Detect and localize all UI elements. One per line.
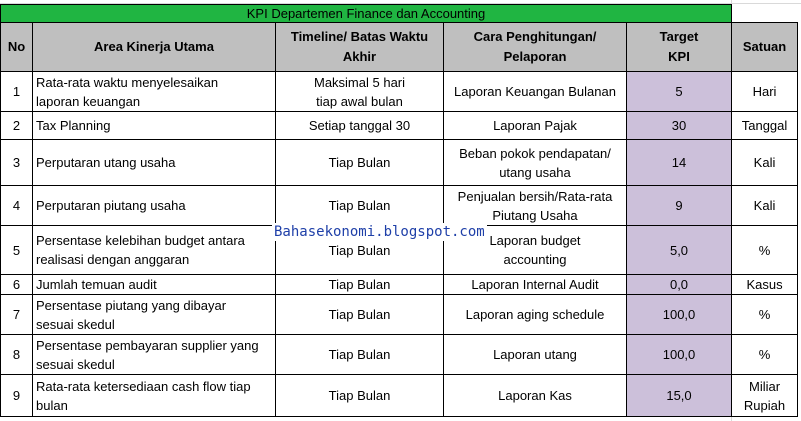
- cell-cara[interactable]: [444, 295, 627, 335]
- cell-area-line: Perputaran utang usaha: [36, 155, 176, 170]
- cell-timeline-line: Tiap Bulan: [328, 155, 391, 170]
- cell-satuan-line: Kasus: [746, 277, 783, 292]
- header-target-line: Target: [659, 29, 699, 44]
- cell-target[interactable]: 100,0: [627, 295, 732, 335]
- cell-cara[interactable]: [444, 275, 627, 295]
- cell-timeline[interactable]: [276, 140, 444, 186]
- cell-no[interactable]: 4: [1, 186, 33, 226]
- header-target-line: KPI: [668, 49, 690, 64]
- cell-area-line: Perputaran piutang usaha: [36, 198, 186, 213]
- cell-cara-line: Laporan utang: [493, 347, 577, 362]
- cell-no[interactable]: 7: [1, 295, 33, 335]
- cell-no[interactable]: 5: [1, 226, 33, 275]
- header-target[interactable]: [627, 23, 732, 72]
- cell-no[interactable]: 6: [1, 275, 33, 295]
- cell-satuan[interactable]: [732, 275, 798, 295]
- cell-area[interactable]: [33, 275, 276, 295]
- cell-area[interactable]: [33, 140, 276, 186]
- cell-cara-line: Laporan Pajak: [493, 118, 577, 133]
- cell-target[interactable]: 9: [627, 186, 732, 226]
- cell-cara[interactable]: [444, 186, 627, 226]
- cell-satuan-line: Kali: [753, 198, 776, 213]
- table-row: [1, 112, 798, 140]
- cell-satuan[interactable]: [732, 140, 798, 186]
- cell-timeline-line: Tiap Bulan: [328, 388, 391, 403]
- cell-timeline-line: Tiap Bulan: [328, 242, 391, 258]
- cell-area-line: bulan: [36, 397, 68, 413]
- header-timeline-line: Akhir: [342, 49, 377, 64]
- cell-satuan-line: %: [758, 307, 771, 322]
- cell-cara-line: Piutang Usaha: [492, 207, 578, 223]
- cell-no[interactable]: 8: [1, 335, 33, 375]
- cell-cara-line: utang usaha: [499, 164, 571, 180]
- cell-cara[interactable]: [444, 335, 627, 375]
- cell-area-line: Jumlah temuan audit: [36, 277, 157, 292]
- cell-no[interactable]: 3: [1, 140, 33, 186]
- cell-area-line: sesuai skedul: [36, 316, 115, 332]
- cell-area[interactable]: [33, 72, 276, 112]
- cell-satuan-line: %: [758, 242, 771, 258]
- table-row: [1, 295, 798, 335]
- header-timeline-line: Timeline/ Batas Waktu: [290, 29, 429, 44]
- cell-satuan-line: Tanggal: [741, 118, 788, 133]
- cell-no[interactable]: 1: [1, 72, 33, 112]
- empty-cell[interactable]: [732, 5, 798, 23]
- table-row: [1, 72, 798, 112]
- sheet-title[interactable]: KPI Departemen Finance dan Accounting: [1, 5, 732, 23]
- cell-satuan-line: %: [758, 347, 771, 362]
- cell-area-line: Rata-rata waktu menyelesaikan: [36, 74, 219, 90]
- watermark: Bahasekonomi.blogspot.com: [274, 224, 485, 240]
- header-row: [1, 23, 798, 72]
- cell-satuan[interactable]: [732, 375, 798, 417]
- cell-timeline-line: Maksimal 5 hari: [313, 74, 406, 90]
- table-row: [1, 186, 798, 226]
- cell-timeline-line: Setiap tanggal 30: [308, 118, 411, 133]
- cell-satuan[interactable]: [732, 186, 798, 226]
- cell-satuan-line: Miliar: [748, 378, 781, 394]
- cell-cara-line: Laporan Internal Audit: [471, 277, 599, 292]
- header-area[interactable]: Area Kinerja Utama: [33, 23, 276, 72]
- cell-satuan[interactable]: [732, 72, 798, 112]
- cell-target[interactable]: 0,0: [627, 275, 732, 295]
- cell-target[interactable]: 30: [627, 112, 732, 140]
- cell-target[interactable]: 15,0: [627, 375, 732, 417]
- cell-cara-line: Laporan Keuangan Bulanan: [454, 84, 616, 99]
- cell-cara[interactable]: [444, 112, 627, 140]
- cell-area-line: Persentase pembayaran supplier yang: [36, 337, 259, 353]
- header-cara-line: Pelaporan: [503, 49, 567, 64]
- cell-timeline[interactable]: [276, 295, 444, 335]
- cell-target[interactable]: 5,0: [627, 226, 732, 275]
- cell-area-line: sesuai skedul: [36, 356, 115, 372]
- cell-satuan[interactable]: [732, 112, 798, 140]
- cell-timeline[interactable]: [276, 375, 444, 417]
- cell-timeline[interactable]: [276, 186, 444, 226]
- table-row: [1, 275, 798, 295]
- cell-area[interactable]: [33, 335, 276, 375]
- cell-cara[interactable]: [444, 72, 627, 112]
- cell-no[interactable]: 2: [1, 112, 33, 140]
- cell-timeline-line: Tiap Bulan: [328, 347, 391, 362]
- cell-timeline[interactable]: [276, 275, 444, 295]
- cell-cara[interactable]: [444, 375, 627, 417]
- cell-cara-line: Penjualan bersih/Rata-rata: [457, 188, 613, 204]
- cell-no[interactable]: 9: [1, 375, 33, 417]
- cell-target[interactable]: 5: [627, 72, 732, 112]
- cell-timeline-line: Tiap Bulan: [328, 307, 391, 322]
- header-cara-line: Cara Penghitungan/: [473, 29, 597, 44]
- kpi-body: [1, 72, 798, 417]
- cell-area[interactable]: [33, 112, 276, 140]
- table-row: [1, 140, 798, 186]
- cell-timeline-line: tiap awal bulan: [316, 93, 403, 109]
- cell-timeline-line: Tiap Bulan: [328, 277, 391, 292]
- header-timeline[interactable]: [276, 23, 444, 72]
- cell-timeline[interactable]: [276, 112, 444, 140]
- cell-cara-line: Laporan Kas: [498, 388, 572, 403]
- cell-satuan[interactable]: [732, 295, 798, 335]
- cell-satuan-line: Hari: [752, 84, 777, 99]
- cell-area[interactable]: [33, 226, 276, 275]
- cell-target[interactable]: 14: [627, 140, 732, 186]
- cell-cara[interactable]: [444, 140, 627, 186]
- cell-area-line: Rata-rata ketersediaan cash flow tiap: [36, 378, 251, 394]
- cell-timeline[interactable]: [276, 335, 444, 375]
- cell-area[interactable]: [33, 295, 276, 335]
- title-row: [1, 5, 798, 23]
- cell-satuan[interactable]: [732, 335, 798, 375]
- cell-area-line: Persentase piutang yang dibayar: [36, 297, 227, 313]
- cell-cara-line: Laporan budget: [489, 233, 581, 248]
- cell-area-line: laporan keuangan: [36, 93, 141, 109]
- cell-area-line: Persentase kelebihan budget antara: [36, 233, 245, 248]
- cell-area[interactable]: [33, 375, 276, 417]
- header-cara[interactable]: [444, 23, 627, 72]
- cell-timeline[interactable]: [276, 72, 444, 112]
- cell-cara-line: Laporan aging schedule: [465, 307, 605, 322]
- kpi-table: [0, 4, 798, 417]
- cell-area-line: Tax Planning: [36, 118, 111, 133]
- cell-cara-line: Beban pokok pendapatan/: [459, 145, 611, 161]
- cell-cara-line: accounting: [503, 252, 567, 267]
- cell-target[interactable]: 100,0: [627, 335, 732, 375]
- cell-satuan-line: Rupiah: [743, 397, 786, 413]
- header-no[interactable]: No: [1, 23, 33, 72]
- cell-satuan-line: Kali: [753, 155, 776, 170]
- table-row: [1, 335, 798, 375]
- header-satuan[interactable]: Satuan: [732, 23, 798, 72]
- cell-timeline-line: Tiap Bulan: [328, 198, 391, 213]
- cell-area[interactable]: [33, 186, 276, 226]
- table-row: [1, 375, 798, 417]
- cell-area-line: realisasi dengan anggaran: [36, 252, 190, 267]
- cell-satuan[interactable]: [732, 226, 798, 275]
